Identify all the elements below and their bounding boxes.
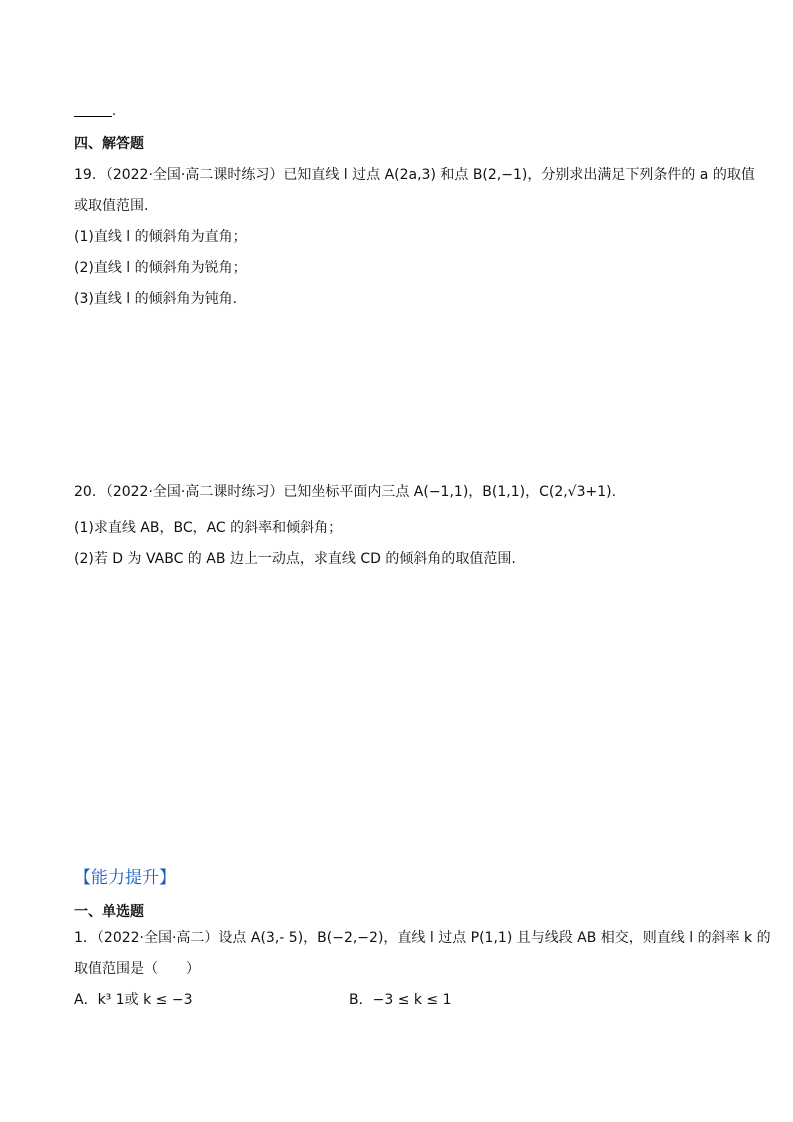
q19-part-3: (3)直线 l 的倾斜角为钝角. — [74, 291, 238, 307]
q20-part-1: (1)求直线 AB，BC，AC 的斜率和倾斜角； — [74, 520, 343, 536]
answer-blank-period: . — [112, 104, 117, 119]
ability-section-title: 【能力提升】 — [74, 868, 176, 888]
q19-stem-line-2: 或取值范围. — [74, 198, 149, 214]
q20-part-2: (2)若 D 为 VABC 的 AB 边上一动点，求直线 CD 的倾斜角的取值范围. — [74, 551, 516, 567]
q19-stem-line-1: 19．（2022·全国·高二课时练习）已知直线 l 过点 A(2a,3) 和点 B(2,−1)，分别求出满足下列条件的 a 的取值 — [74, 167, 755, 183]
section-heading-answer-questions: 四、解答题 — [74, 136, 144, 152]
q19-part-2: (2)直线 l 的倾斜角为锐角； — [74, 260, 247, 276]
q20-stem: 20．（2022·全国·高二课时练习）已知坐标平面内三点 A(−1,1)，B(1,1)，C(2,√3+1). — [74, 484, 617, 500]
answer-blank-underline — [74, 116, 112, 117]
q19-part-1: (1)直线 l 的倾斜角为直角； — [74, 229, 247, 245]
section-heading-single-choice: 一、单选题 — [74, 904, 144, 920]
q1-option-a: A．k³ 1或 k ≤ −3 — [74, 992, 193, 1008]
q1-stem-line-2: 取值范围是（ ） — [74, 961, 200, 977]
q1-stem-line-1: 1．（2022·全国·高二）设点 A(3,- 5)，B(−2,−2)，直线 l 过点 P(1,1) 且与线段 AB 相交，则直线 l 的斜率 k 的 — [74, 930, 771, 946]
q1-option-b: B．−3 ≤ k ≤ 1 — [349, 992, 452, 1008]
